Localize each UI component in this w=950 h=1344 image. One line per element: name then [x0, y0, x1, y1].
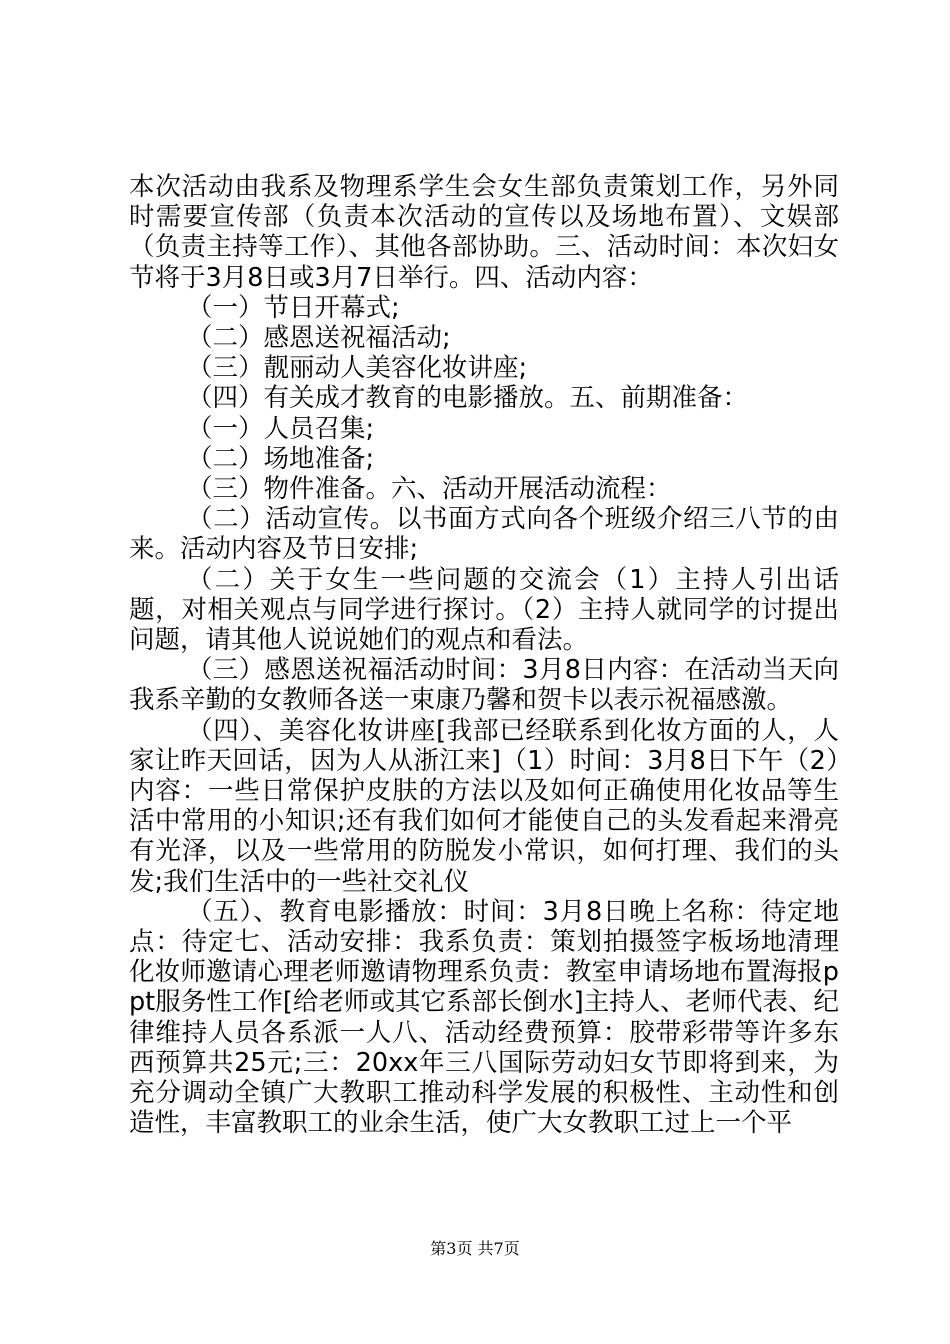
- page-number-footer: 第3页 共7页: [430, 1239, 520, 1258]
- paragraph: （三）感恩送祝福活动时间：3月8日内容：在活动当天向我系辛勤的女教师各送一束康乃馨和贺卡以表示祝福感激。: [129, 655, 839, 716]
- paragraph: （二）活动宣传。以书面方式向各个班级介绍三八节的由来。活动内容及节日安排;: [129, 504, 839, 565]
- paragraph: 本次活动由我系及物理系学生会女生部负责策划工作，另外同时需要宣传部（负责本次活动的宣传以及场地布置）、文娱部（负责主持等工作）、其他各部协助。三、活动时间：本次妇女节将于3月8日或3月7日举行。四、活动内容：: [129, 172, 839, 293]
- paragraph: （四）、美容化妆讲座[我部已经联系到化妆方面的人，人家让昨天回话，因为人从浙江来]（1）时间：3月8日下午（2）内容：一些日常保护皮肤的方法以及如何正确使用化妆品等生活中常用的小知识;还有我们如何才能使自己的头发看起来滑亮有光泽，以及一些常用的防脱发小常识，如何打理、我们的头发;我们生活中的一些社交礼仪: [129, 715, 839, 897]
- paragraph: （二）感恩送祝福活动;: [187, 323, 451, 354]
- paragraph: （五）、教育电影播放：时间：3月8日晚上名称：待定地点：待定七、活动安排：我系负责：策划拍摄签字板场地清理化妆师邀请心理老师邀请物理系负责：教室申请场地布置海报ppt服务性工作[给老师或其它系部长倒水]主持人、老师代表、纪律维持人员各系派一人八、活动经费预算：胶带彩带等许多东西预算共25元;三：20xx年三八国际劳动妇女节即将到来，为充分调动全镇广大教职工推动科学发展的积极性、主动性和创造性，丰富教职工的业余生活，使广大女教职工过上一个平: [129, 896, 839, 1139]
- paragraph: （三）物件准备。六、活动开展活动流程：: [187, 474, 672, 505]
- paragraph: （一）节日开幕式;: [187, 292, 400, 323]
- document-body: [129, 172, 839, 1139]
- paragraph: （四）有关成才教育的电影播放。五、前期准备：: [187, 383, 749, 414]
- paragraph: （一）人员召集;: [187, 413, 375, 444]
- paragraph: （三）靓丽动人美容化妆讲座;: [187, 353, 528, 384]
- paragraph: （二）场地准备;: [187, 443, 375, 474]
- paragraph: （二）关于女生一些问题的交流会（1）主持人引出话题，对相关观点与同学进行探讨。（2）主持人就同学的讨提出问题，请其他人说说她们的观点和看法。: [129, 564, 839, 656]
